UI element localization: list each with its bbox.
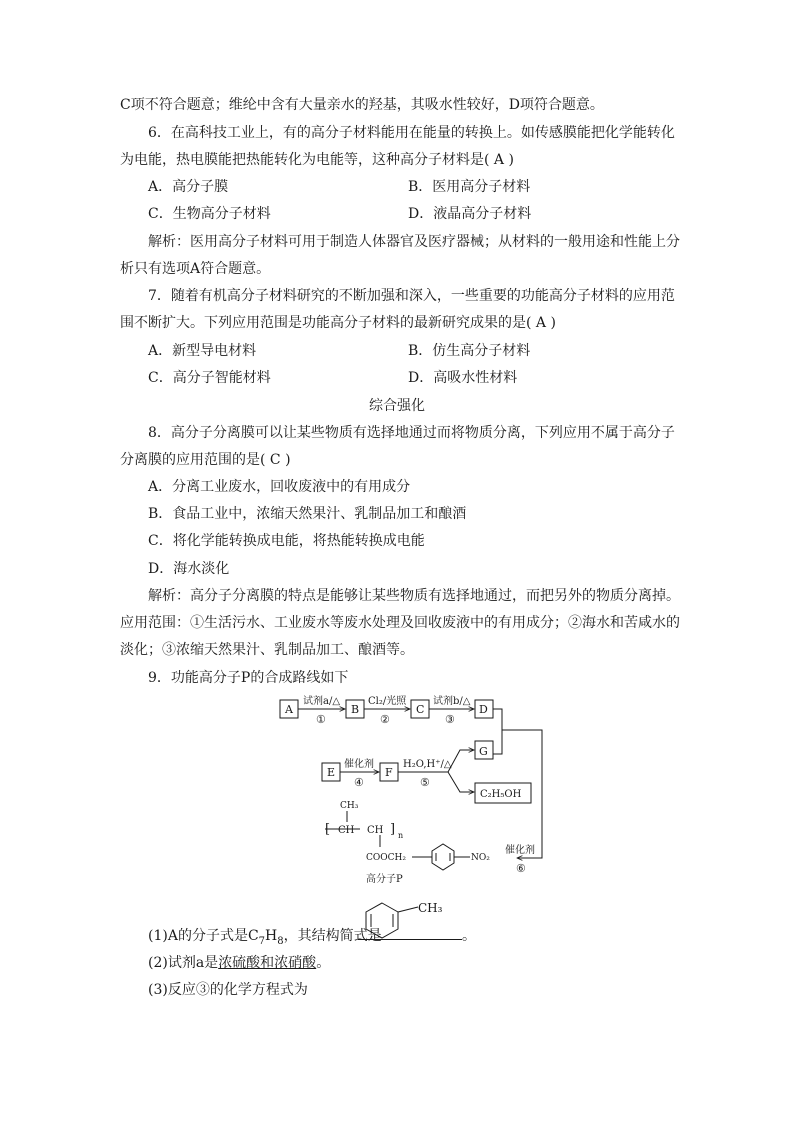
q8-explanation-cont2: 淡化；③浓缩天然果汁、乳制品加工、酿酒等。 <box>120 642 414 658</box>
answer-2-underlined: 浓硫酸和浓硝酸 <box>218 955 317 971</box>
q8-option-b: B．食品工业中，浓缩天然果汁、乳制品加工和酿酒 <box>148 506 467 522</box>
answer-1: (1)A的分子式是$C_7H_8$，其结构简式是 <box>148 928 382 947</box>
answer-3: (3)反应③的化学方程式为 <box>148 982 308 998</box>
box-d-label: D <box>479 703 488 716</box>
text-line: C项不符合题意；维纶中含有大量亲水的羟基，其吸水性较好，D项符合题意。 <box>120 97 604 113</box>
q8-option-d: D．海水淡化 <box>148 561 230 577</box>
step5-reagent: H₂O,H⁺/△ <box>403 759 452 770</box>
box-c-label: C <box>416 703 425 716</box>
polymer-name: 高分子P <box>366 874 403 885</box>
answer-2: (2)试剂a是浓硫酸和浓硝酸。 <box>148 955 331 971</box>
synthesis-scheme <box>270 690 560 890</box>
step2-number: ② <box>380 713 390 726</box>
q6-option-a: A．高分子膜 <box>148 179 229 195</box>
q6-explanation-cont: 析只有选项A符合题意。 <box>120 261 271 277</box>
step4-number: ④ <box>354 776 364 789</box>
question-7-stem-cont: 围不断扩大。下列应用范围是功能高分子材料的最新研究成果的是( A ) <box>120 315 556 331</box>
box-e-label: E <box>327 766 336 779</box>
q7-option-c: C．高分子智能材料 <box>148 370 271 386</box>
q7-option-a: A．新型导电材料 <box>148 343 257 359</box>
question-7-stem: 7．随着有机高分子材料研究的不断加强和深入，一些重要的功能高分子材料的应用范 <box>148 288 675 304</box>
step1-number: ① <box>316 713 326 726</box>
ethanol-label: C₂H₅OH <box>480 789 522 800</box>
polymer-subscript-n: n <box>398 831 404 840</box>
box-b-label: B <box>351 703 360 716</box>
methyl-group: CH₃ <box>418 901 443 915</box>
benzene-ring-icon <box>358 897 462 939</box>
q7-option-d: D．高吸水性材料 <box>408 370 518 386</box>
polymer-ch-left: CH <box>338 825 355 836</box>
step5-number: ⑤ <box>420 776 430 789</box>
polymer-ch-right: CH <box>367 825 384 836</box>
answer-1-end: 。 <box>462 928 476 944</box>
section-heading: 综合强化 <box>369 398 425 414</box>
box-g-label: G <box>479 745 488 758</box>
box-f-label: F <box>385 766 393 779</box>
q8-option-c: C．将化学能转换成电能，将热能转换成电能 <box>148 533 425 549</box>
q7-option-b: B．仿生高分子材料 <box>408 343 531 359</box>
svg-text:]: ] <box>390 822 396 837</box>
polymer-ester-group: COOCH₂ <box>366 853 406 863</box>
step2-reagent: Cl₂/光照 <box>368 696 407 707</box>
step6-number: ⑥ <box>516 862 526 875</box>
question-8-stem: 8．高分子分离膜可以让某些物质有选择地通过而将物质分离，下列应用不属于高分子 <box>148 425 675 441</box>
box-a-label: A <box>285 703 293 716</box>
polymer-methyl: CH₃ <box>340 801 359 811</box>
step6-reagent: 催化剂 <box>505 845 535 856</box>
polymer-nitro-group: NO₂ <box>471 853 490 863</box>
q6-option-c: C．生物高分子材料 <box>148 206 271 222</box>
question-6-stem: 6．在高科技工业上，有的高分子材料能用在能量的转换上。如传感膜能把化学能转化 <box>148 125 675 141</box>
q8-explanation: 解析：高分子分离膜的特点是能够让某些物质有选择地通过，而把另外的物质分离掉。 <box>148 588 680 604</box>
step3-number: ③ <box>445 713 455 726</box>
q6-explanation: 解析：医用高分子材料可用于制造人体器官及医疗器械；从材料的一般用途和性能上分 <box>148 234 680 250</box>
question-8-stem-cont: 分离膜的应用范围的是( C ) <box>120 452 291 468</box>
q8-explanation-cont: 应用范围：①生活污水、工业废水等废水处理及回收废液中的有用成分；②海水和苦咸水的 <box>120 615 680 631</box>
toluene-structure <box>358 897 462 940</box>
svg-text:[: [ <box>325 822 331 837</box>
question-9-stem: 9．功能高分子P的合成路线如下 <box>148 670 349 686</box>
q8-option-a: A．分离工业废水，回收废液中的有用成分 <box>148 479 411 495</box>
q6-option-d: D．液晶高分子材料 <box>408 206 532 222</box>
step1-reagent: 试剂a/△ <box>303 696 341 707</box>
step4-reagent: 催化剂 <box>344 759 374 770</box>
question-6-stem-cont: 为电能，热电膜能把热能转化为电能等，这种高分子材料是( A ) <box>120 152 514 168</box>
step3-reagent: 试剂b/△ <box>433 696 471 707</box>
q6-option-b: B．医用高分子材料 <box>408 179 531 195</box>
